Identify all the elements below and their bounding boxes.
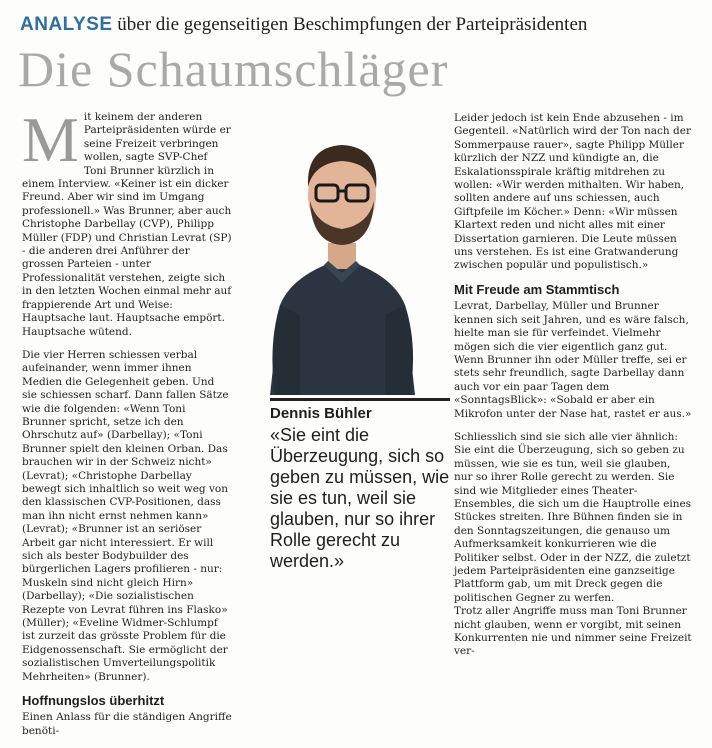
pull-quote [270, 398, 450, 572]
pull-quote-author: Dennis Bühler [270, 405, 372, 422]
kicker [20, 14, 587, 36]
drop-cap: M [22, 104, 79, 175]
subhead-hoffnungslos: Hoffnungslos überhitzt [22, 693, 165, 709]
paragraph-friends: Levrat, Darbellay, Müller und Brunner kennen sich seit Jahren, und es wäre falsch, hielte man sie für verfeindet. Vielmehr mögen sich die vier eigentlich ganz gut. Wenn Brunner ihn oder Müller treffe, sei er stets sehr freundlich, sagte Darbellay dann auch vor ein paar Tagen dem «SonntagsBlick»: «Sobald er aber ein Mikrofon unter der Nase hat, rastet er aus.» [454, 300, 692, 420]
subhead-stammtisch: Mit Freude am Stammtisch [454, 281, 620, 297]
author-photo [240, 105, 445, 395]
arm-left [272, 305, 300, 395]
kicker-tag: ANALYSE [20, 14, 113, 35]
headline: Die Schaumschläger [18, 41, 449, 97]
paragraph-intro-text: it keinem der anderen Parteipräsidenten würde er seine Freizeit verbringen wollen, sagte SVP-Chef Toni Brunner kürzlich in einem Interview. «Keiner ist ein dicker Freund. Aber wir sind im Umgang professionell.» Was Brunner, aber auch Christophe Darbellay (CVP), Philipp Müller (FDP) und Christian Levrat (SP) - die anderen drei Anführer der grossen Parteien - unter Professionalität verstehen, zeigte sich in den letzten Wochen einmal mehr auf frappierende Art und Weise: Hauptsache laut. Hauptsache empört. Hauptsache wütend. [22, 111, 232, 338]
paragraph-theater: Schliesslich sind sie sich alle vier ähnlich: Sie eint die Überzeugung, sich so geben zu müssen, wie sie es tun, weil sie glauben, nur so ihrer Rolle gerecht zu werden. Sie sind wie Mitglieder eines Theater-Ensembles, die sich um die Hauptrolle eines Stückes streiten. Ihre Bühnen finden sie in den Sonntagszeitungen, die genauso um Aufmerksamkeit konkurrieren wie die Politiker selbst. Oder in der NZZ, die zuletzt jedem Parteipräsidenten eine ganzseitige Plattform gab, um mit Dreck gegen die politischen Gegner zu werfen. [454, 430, 692, 604]
arm-right [385, 305, 413, 395]
paragraph-outlook: Leider jedoch ist kein Ende abzusehen - im Gegenteil. «Natürlich wird der Ton nach der Sommerpause rauer», sagte Philipp Müller kürzlich der NZZ und kündigte an, die Eskalationsspirale kräftig mitdrehen zu wollen: «Wir werden mithalten. Wir haben, sollten andere auf uns schiessen, auch Giftpfeile im Köcher.» Denn: «Wir müssen Klartext reden und nicht alles mit einer Dissertation garnieren. Die Leute müssen uns verstehen. Es ist eine Gratwanderung zwischen populär und populistisch.» [454, 112, 691, 272]
paragraph-quotes: Die vier Herren schiessen verbal aufeinander, wenn immer ihnen Medien die Gelegenheit geben. Und sie schiessen scharf. Dann fallen Sätze wie die folgenden: «Wenn Toni Brunner spricht, setze ich den Ohrschutz auf» (Darbellay); «Toni Brunner spielt den kleinen Orban. Das brauchen wir in der Schweiz nicht» (Levrat); «Christophe Darbellay bewegt sich inhaltlich so weit weg von den klassischen CVP-Positionen, dass man ihn nicht ernst nehmen kann» (Levrat); «Brunner ist an seriöser Arbeit gar nicht interessiert. Er will sich als bester Bodybuilder des bürgerlichen Lagers profilieren - nur: Muskeln sind nicht gleich Hirn» (Darbellay); «Die sozialistischen Rezepte von Levrat führen ins Flasko» (Müller); «Eveline Widmer-Schlumpf ist zurzeit das grösste Problem für die Eidgenossenschaft. Sie ermöglicht der sozialistischen Umverteilungspolitik Mehrheiten» (Brunner). [22, 348, 229, 683]
paragraph-continued: Einen Anlass für die ständigen Angriffe benöti- [22, 711, 232, 737]
paragraph-intro [22, 104, 232, 339]
pull-quote-text: «Sie eint die Überzeugung, sich so geben zu müssen, wie sie es tun, weil sie glauben, nur so ihrer Rolle gerecht zu werden.» [270, 425, 450, 571]
paragraph-closing: Trotz aller Angriffe muss man Toni Brunner nicht glauben, wenn er vorgibt, mit seinen Konkurrenten nie und nimmer seine Freizeit ver- [454, 605, 692, 658]
article-column-3 [454, 112, 692, 669]
article-column-1 [22, 104, 232, 748]
kicker-text: über die gegenseitigen Beschimpfungen der Parteipräsidenten [117, 14, 588, 35]
